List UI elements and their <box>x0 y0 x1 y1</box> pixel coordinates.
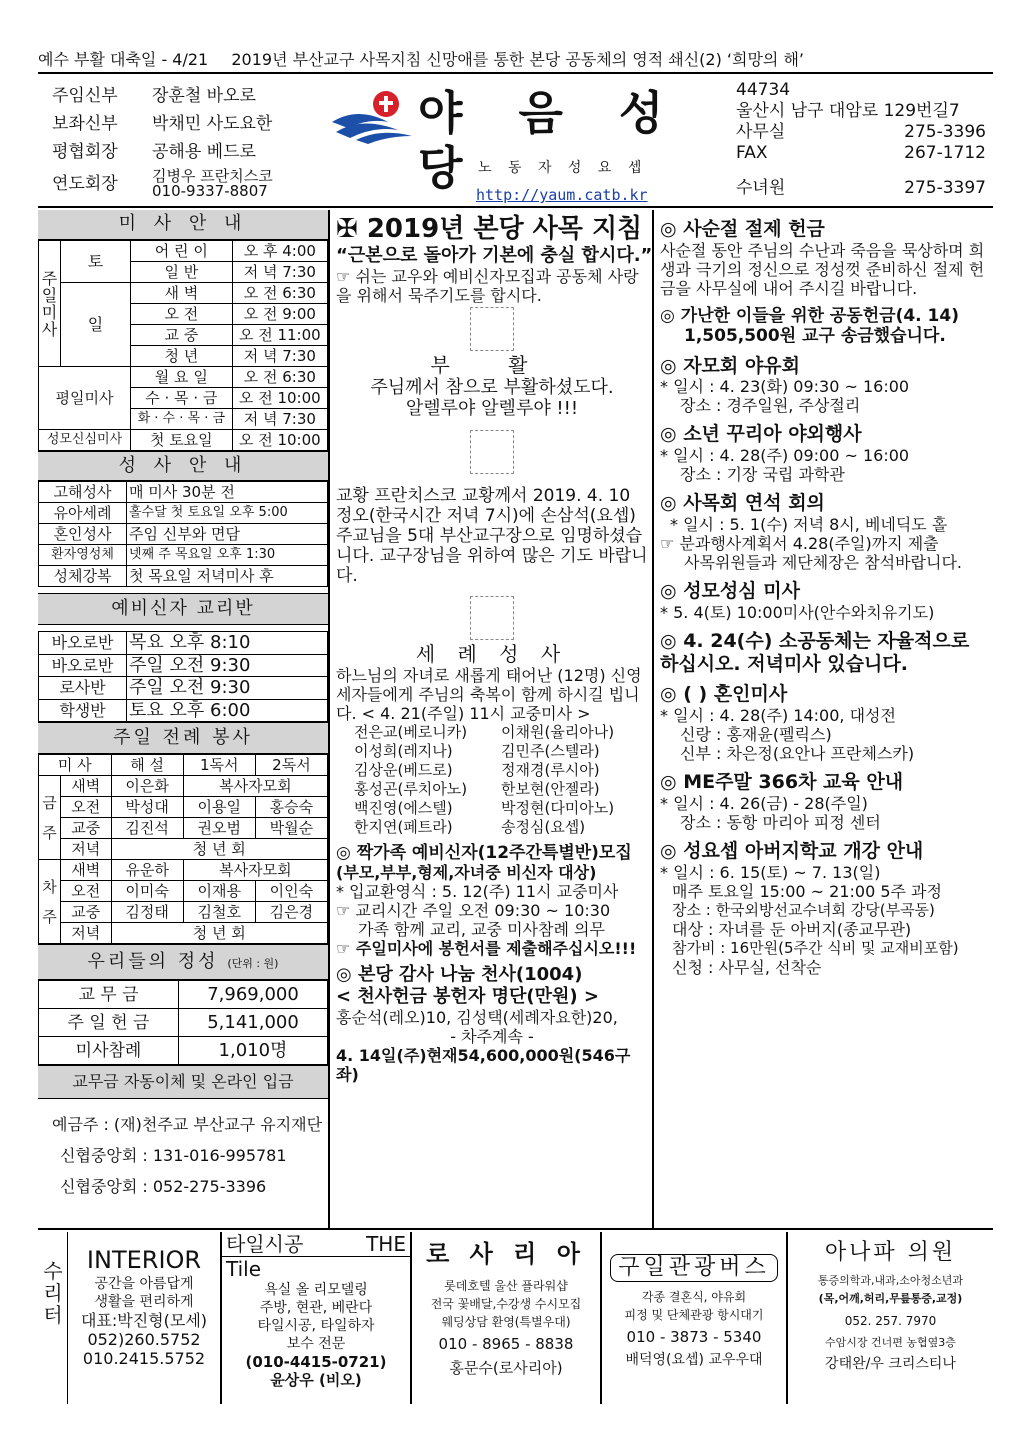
mass-name: 수 · 목 · 금 <box>131 388 233 409</box>
service-mass: 오전 <box>61 881 112 902</box>
offering-name: 교 무 금 <box>39 981 179 1009</box>
ad-line: 롯데호텔 울산 플라워샵 <box>444 1278 568 1293</box>
staff-role: 주임신부 <box>52 85 118 106</box>
boys-line: * 일시 : 4. 28(주) 09:00 ~ 16:00 <box>660 446 910 466</box>
ad-line: 홍문수(로사리아) <box>449 1358 563 1377</box>
ad-line: 수암시장 건너편 농협옆3층 <box>825 1336 956 1350</box>
staff-role: 평협회장 <box>52 141 118 162</box>
mass-name: 오 전 <box>131 304 233 325</box>
ad-title: 구일관광버스 <box>610 1254 778 1282</box>
me-section <box>656 771 993 832</box>
wedding-title: ◎ ( ) 혼인미사 <box>660 683 788 706</box>
mothers-line: * 일시 : 4. 23(화) 09:30 ~ 16:00 <box>660 377 910 397</box>
family-line: ☞ 교리시간 주일 오전 09:30 ~ 10:30 <box>336 901 611 921</box>
class-time: 주일 오전 9:30 <box>127 677 328 700</box>
convent-line <box>736 178 986 199</box>
sacrament-row <box>39 524 328 545</box>
offering-name: 미사참례 <box>39 1037 179 1065</box>
service-title: 주일 전례 봉사 <box>38 722 328 754</box>
staff-name-block <box>152 169 302 199</box>
small-community-section <box>656 630 993 676</box>
mass-name: 새 벽 <box>131 283 233 304</box>
father-school-line: 매주 토요일 15:00 ~ 21:00 5주 과정 <box>672 881 942 901</box>
service-mass: 교중 <box>61 818 112 839</box>
service-mass: 교중 <box>61 902 112 923</box>
mass-row <box>39 241 328 262</box>
weekday-row <box>39 367 328 388</box>
list-item: 한보현(안젤라) <box>501 779 600 798</box>
service-reader: 김은경 <box>255 902 327 923</box>
small-community-text: ◎ 4. 24(수) 소공동체는 자율적으로 하십시오. 저녁미사 있습니다. <box>660 629 970 675</box>
list-item: 김상운(베드로) <box>354 760 453 779</box>
sacrament-info: 홀수달 첫 토요일 오후 5:00 <box>127 503 328 524</box>
service-group: 청 년 회 <box>111 923 327 944</box>
zip: 44734 <box>736 80 791 100</box>
ads-strip <box>38 1232 993 1404</box>
ad-line: 대표:박진형(모세) <box>80 1310 208 1330</box>
staff-row <box>52 166 302 202</box>
list-item: 박정현(다미아노) <box>501 798 615 817</box>
sacrament-name: 성체강복 <box>39 566 127 587</box>
offering-unit: (단위 : 원) <box>227 957 279 971</box>
staff-row <box>52 138 302 166</box>
service-head: 미 사 <box>39 755 112 776</box>
main-content <box>38 210 993 1230</box>
list-item: 이성희(레지나) <box>354 741 453 760</box>
catechumen-row <box>39 632 328 655</box>
pastoral-guide-title: 2019년 본당 사목 지침 <box>366 214 643 244</box>
wedding-section <box>656 683 993 763</box>
lent-text: 사순절 동안 주님의 수난과 죽음을 묵상하며 희생과 극기의 정신으로 정성껏 준비하신 절제 헌금을 사무실에 내어 주시길 바랍니다. <box>660 240 985 298</box>
sacrament-name: 유아세례 <box>39 503 127 524</box>
list-item: 이채원(율리아나) <box>501 722 615 741</box>
list-item: 홍성곤(루치아노) <box>354 779 468 798</box>
list-item: 김민주(스텔라) <box>501 741 600 760</box>
marian-section <box>656 580 993 622</box>
top-line <box>38 50 993 69</box>
service-row <box>39 797 328 818</box>
sacrament-name: 혼인성사 <box>39 524 127 545</box>
ad-bus <box>602 1232 788 1404</box>
pastoral-council-line: ☞ 분과행사계획서 4.28(주일)까지 제출 <box>660 533 939 553</box>
office-line <box>736 122 986 143</box>
mass-time: 오 전 11:00 <box>232 325 327 346</box>
father-school-title: ◎ 성요셉 아버지학교 개강 안내 <box>660 839 924 862</box>
family-line: * 입교환영식 : 5. 12(주) 11시 교중미사 <box>336 882 619 902</box>
ad-line: 보수 전문 <box>286 1336 346 1352</box>
mass-time: 저 녁 7:30 <box>232 346 327 367</box>
me-line: * 일시 : 4. 26(금) - 28(주일) <box>660 793 868 813</box>
mass-time: 오 후 4:00 <box>232 241 327 262</box>
mass-time: 저 녁 7:30 <box>232 262 327 283</box>
bank-account: 신협중앙회 : 052-275-3396 <box>60 1177 267 1197</box>
list-item: 전은교(베로니카) <box>354 722 468 741</box>
address-line <box>736 101 986 122</box>
father-school-line: 신청 : 사무실, 선착순 <box>672 957 822 977</box>
mothers-section <box>656 355 993 416</box>
easter-title: 부 활 <box>430 352 554 377</box>
catechumen-table <box>38 631 328 722</box>
service-row <box>39 881 328 902</box>
staff-list <box>52 82 302 202</box>
pope-announcement: 교황 프란치스코 교황께서 2019. 4. 10 정오(한국시간 저녁 7시)에 손삼석(요셉)주교님을 5대 부산교구장으로 임명하셨습니다. 교구장님을 위하여 많은 기도 바랍니다. <box>336 485 648 586</box>
cross-icon: ✠ <box>336 214 367 244</box>
devotion-row <box>39 430 328 451</box>
catechumen-title: 예비신자 교리반 <box>38 593 328 625</box>
lent-section <box>656 210 993 298</box>
service-commentator: 이은화 <box>111 776 183 797</box>
angel-title: ◎ 본당 감사 나눔 천사(1004) <box>336 964 583 986</box>
easter-line: 주님께서 참으로 부활하셨도다. <box>370 376 614 398</box>
right-column <box>656 210 993 1230</box>
pastoral-guide-quote: “근본으로 돌아가 기본에 충실 합시다.” <box>336 245 653 267</box>
offering-amount: 1,010명 <box>179 1037 328 1065</box>
pastoral-council-line: 사목위원들과 제단체장은 참석바랍니다. <box>684 552 963 572</box>
bank-info <box>38 1099 328 1202</box>
week-label: 차주 <box>39 860 61 944</box>
mass-time: 오 전 10:00 <box>232 388 327 409</box>
catechumen-row <box>39 654 328 677</box>
fax-number: 267-1712 <box>904 143 986 163</box>
weekday-mass-label: 평일미사 <box>39 367 131 430</box>
class-name: 바오로반 <box>39 654 127 677</box>
family-subtitle: (부모,부부,형제,자녀중 비신자 대상) <box>336 863 597 883</box>
sacrament-row <box>39 566 328 587</box>
service-reader: 권오범 <box>183 818 255 839</box>
service-reader: 김철호 <box>183 902 255 923</box>
office-label: 사무실 <box>736 122 786 142</box>
parish-name: 야 음 성 당 <box>418 86 684 196</box>
me-title: ◎ ME주말 366차 교육 안내 <box>660 771 904 794</box>
catechumen-row <box>39 699 328 722</box>
fax-line <box>736 143 986 164</box>
staff-phone: 010-9337-8807 <box>152 182 268 200</box>
ad-phone: 010 - 3873 - 5340 <box>626 1328 762 1347</box>
marian-line: * 5. 4(토) 10:00미사(안수와치유기도) <box>660 602 935 622</box>
sacrament-guide-title: 성 사 안 내 <box>38 451 328 481</box>
ad-line: 윤상우 (비오) <box>270 1371 362 1389</box>
ad-phone: 052. 257. 7970 <box>844 1314 937 1329</box>
list-item: 정재경(루시아) <box>501 760 600 779</box>
pastoral-council-line: * 일시 : 5. 1(수) 저녁 8시, 베네딕도 홀 <box>670 514 948 534</box>
center-column <box>332 210 654 1230</box>
mass-name: 교 중 <box>131 325 233 346</box>
offering-table <box>38 980 328 1065</box>
service-commentator: 이미숙 <box>111 881 183 902</box>
ad-line: 욕실 올 리모델링 <box>264 1282 368 1298</box>
ad-line: 타일시공, 타일하자 <box>257 1318 375 1334</box>
family-line: 가족 함께 교리, 교중 미사참례 의무 <box>358 920 605 940</box>
ad-line: 공간을 아름답게 <box>94 1275 194 1292</box>
mass-time: 저 녁 7:30 <box>232 409 327 430</box>
ad-phone: 052)260.5752 <box>87 1329 201 1349</box>
mass-name: 청 년 <box>131 346 233 367</box>
sunday-mass-label: 주일미사 <box>39 241 61 367</box>
staff-name: 공해용 베드로 <box>152 141 256 162</box>
sacrament-row <box>39 503 328 524</box>
service-head-row <box>39 755 328 776</box>
mass-time: 오 전 10:00 <box>232 430 327 451</box>
baptism-text: 하느님의 자녀로 새롭게 태어난 (12명) 신영세자들에게 주님의 축복이 함께 하시길 빕니다. < 4. 21(주일) 11시 교중미사 > <box>336 665 642 723</box>
service-row <box>39 860 328 881</box>
ad-tile <box>222 1232 412 1404</box>
service-head: 해 설 <box>111 755 183 776</box>
office-phone: 275-3396 <box>904 122 986 142</box>
ad-phone: 010.2415.5752 <box>82 1349 206 1369</box>
zip-line <box>736 80 986 101</box>
service-commentator: 김정태 <box>111 902 183 923</box>
sacrament-name: 환자영성체 <box>39 545 127 566</box>
offering-name: 주 일 헌 금 <box>39 1009 179 1037</box>
mass-name: 첫 토요일 <box>131 430 233 451</box>
pastoral-guide-heading <box>336 214 648 245</box>
offering-row <box>39 1037 328 1065</box>
image-placeholder <box>470 430 514 474</box>
ad-interior <box>68 1232 222 1404</box>
ad-line: 강태완/우 크리스티나 <box>825 1356 956 1373</box>
ad-line: 배덕영(요셉) 교우우대 <box>625 1352 763 1369</box>
fax-label: FAX <box>736 143 768 163</box>
offering-title-bar <box>38 944 328 980</box>
ad-title: 타일시공 <box>226 1232 304 1256</box>
boys-section <box>656 423 993 484</box>
auto-transfer-title: 교무금 자동이체 및 온라인 입금 <box>38 1065 328 1099</box>
easter-line: 알렐루야 알렐루야 !!! <box>405 398 579 420</box>
baptized-list <box>336 723 648 837</box>
sacrament-table <box>38 481 328 587</box>
boys-title: ◎ 소년 꾸리아 야외행사 <box>660 423 862 446</box>
offering-amount: 5,141,000 <box>179 1009 328 1037</box>
angel-subtitle: < 천사헌금 봉헌자 명단(만원) > <box>336 985 599 1007</box>
service-mass: 오전 <box>61 797 112 818</box>
service-mass: 저녁 <box>61 839 112 860</box>
list-item: 한지연(페트라) <box>354 817 453 836</box>
marian-title: ◎ 성모성심 미사 <box>660 579 800 602</box>
sacrament-row <box>39 545 328 566</box>
poor-offering-section <box>656 306 993 347</box>
wedding-line: 신랑 : 홍재윤(펠릭스) <box>680 725 832 745</box>
ad-line: 각종 결혼식, 야유회 <box>641 1290 747 1305</box>
poor-offering-text: 1,505,500원 교구 송금했습니다. <box>684 326 946 347</box>
wedding-line: 신부 : 차은정(요안나 프란체스카) <box>680 744 915 764</box>
mass-time: 오 전 9:00 <box>232 304 327 325</box>
convent-label: 수녀원 <box>736 178 786 198</box>
ad-title: 로 사 리 아 <box>426 1240 586 1268</box>
sacrament-name: 고해성사 <box>39 482 127 503</box>
wedding-line: * 일시 : 4. 28(주) 14:00, 대성전 <box>660 706 896 726</box>
class-name: 바오로반 <box>39 632 127 655</box>
pastoral-guide-text: ☞ 쉬는 교우와 예비신자모집과 공동체 사랑을 위해서 묵주기도를 합시다. <box>336 266 639 305</box>
me-line: 장소 : 동항 마리아 피정 센터 <box>680 812 881 832</box>
devotion-mass-label: 성모신심미사 <box>39 430 131 451</box>
mothers-title: ◎ 자모회 야유회 <box>660 354 800 377</box>
easter-section <box>332 353 652 420</box>
top-line-date: 예수 부활 대축일 - 4/21 <box>38 50 209 69</box>
father-school-line: 장소 : 한국외방선교수녀회 강당(부곡동) <box>672 900 935 919</box>
mass-name: 화 · 수 · 목 · 금 <box>131 409 233 430</box>
list-item: 송정심(요셉) <box>501 817 586 836</box>
father-school-line: 대상 : 자녀를 둔 아버지(종교무관) <box>672 919 912 939</box>
sacrament-info: 첫 목요일 저녁미사 후 <box>127 566 328 587</box>
header <box>38 72 993 208</box>
convent-phone: 275-3397 <box>904 178 986 198</box>
ad-line: (목,어깨,허리,무릎통증,교정) <box>818 1292 963 1306</box>
sacrament-info: 매 미사 30분 전 <box>127 482 328 503</box>
family-title: ◎ 짝가족 예비신자(12주간특별반)모집 <box>336 842 632 863</box>
staff-name: 박채민 사도요한 <box>152 113 273 134</box>
service-mass: 저녁 <box>61 923 112 944</box>
left-column <box>38 210 330 1230</box>
image-placeholder <box>470 307 514 351</box>
angel-total: 4. 14일(주)현재54,600,000원(546구좌) <box>336 1045 631 1084</box>
family-line: ☞ 주일미사에 봉헌서를 제출해주십시오!!! <box>336 939 637 959</box>
offering-row <box>39 1009 328 1037</box>
mass-name: 일 반 <box>131 262 233 283</box>
staff-name: 장훈철 바오로 <box>152 85 256 106</box>
offering-row <box>39 981 328 1009</box>
bank-account: 신협중앙회 : 131-016-995781 <box>60 1146 287 1166</box>
mass-guide-title: 미 사 안 내 <box>38 210 328 240</box>
mass-time: 오 전 6:30 <box>232 367 327 388</box>
ad-line: 웨딩상담 환영(특별우대) <box>441 1314 571 1329</box>
staff-row <box>52 110 302 138</box>
mothers-line: 장소 : 경주일원, 주상절리 <box>680 396 861 416</box>
service-row <box>39 818 328 839</box>
service-commentator: 박성대 <box>111 797 183 818</box>
service-row <box>39 839 328 860</box>
offering-amount: 7,969,000 <box>179 981 328 1009</box>
service-reader: 이재용 <box>183 881 255 902</box>
offering-title: 우리들의 정성 <box>87 951 219 973</box>
ad-line: 통증의학과,내과,소아청소년과 <box>817 1274 964 1288</box>
service-reader: 복사자모회 <box>183 776 327 797</box>
father-school-line: * 일시 : 6. 15(토) ~ 7. 13(일) <box>660 862 881 882</box>
angel-line: - 차주계속 - <box>450 1026 534 1046</box>
sacrament-info: 주임 신부와 면담 <box>127 524 328 545</box>
class-time: 목요 오후 8:10 <box>127 632 328 655</box>
image-placeholder <box>470 596 514 640</box>
class-name: 로사반 <box>39 677 127 700</box>
angel-section <box>332 964 652 1083</box>
mass-row <box>39 283 328 304</box>
service-mass: 새벽 <box>61 860 112 881</box>
address: 울산시 남구 대암로 129번길7 <box>736 101 960 121</box>
baptism-section <box>332 642 652 837</box>
service-group: 청 년 회 <box>111 839 327 860</box>
week-label: 금주 <box>39 776 61 860</box>
account-holder: 예금주 : (재)천주교 부산교구 유지재단 <box>52 1115 323 1135</box>
service-head: 2독서 <box>255 755 327 776</box>
service-row <box>39 776 328 797</box>
class-time: 주일 오전 9:30 <box>127 654 328 677</box>
parish-url-link[interactable]: http://yaum.catb.kr <box>476 186 648 204</box>
father-school-section <box>656 840 993 977</box>
mass-table <box>38 240 328 451</box>
mass-name: 월 요 일 <box>131 367 233 388</box>
parish-patron: 노 동 자 성 요 셉 <box>478 160 648 176</box>
ad-line: 피정 및 단체관광 항시대기 <box>624 1308 764 1323</box>
pastoral-council-section <box>656 492 993 572</box>
ad-line: 생활을 편리하게 <box>94 1293 194 1310</box>
family-section <box>332 843 652 958</box>
ad-tile-header <box>222 1232 410 1257</box>
parish-emblem-icon <box>328 88 418 144</box>
service-head: 1독서 <box>183 755 255 776</box>
sacrament-row <box>39 482 328 503</box>
ad-phone: (010-4415-0721) <box>245 1353 387 1371</box>
sacrament-info: 넷째 주 목요일 오후 1:30 <box>127 545 328 566</box>
ad-clinic <box>788 1232 993 1404</box>
ad-title: 아나파 의원 <box>824 1240 957 1265</box>
boys-line: 장소 : 기장 국립 과학관 <box>680 465 845 485</box>
staff-role: 연도회장 <box>52 173 118 194</box>
staff-role: 보좌신부 <box>52 113 118 134</box>
ad-side-label: 수리터 <box>43 1259 63 1327</box>
service-row <box>39 923 328 944</box>
ad-title: INTERIOR <box>86 1246 202 1274</box>
ad-title: Tile <box>226 1257 262 1281</box>
staff-name: 김병우 프란치스코 <box>152 167 273 185</box>
lent-title: ◎ 사순절 절제 헌금 <box>660 218 825 240</box>
class-time: 토요 오후 6:00 <box>127 699 328 722</box>
ad-line: 주방, 현관, 베란다 <box>259 1300 373 1316</box>
staff-row <box>52 82 302 110</box>
pastoral-council-title: ◎ 사목회 연석 회의 <box>660 492 825 515</box>
service-reader: 홍승숙 <box>255 797 327 818</box>
service-commentator: 유운하 <box>111 860 183 881</box>
ad-title: THE <box>366 1232 406 1256</box>
top-line-theme: 2019년 부산교구 사목지침 신망애를 통한 본당 공동체의 영적 쇄신(2) ‘희망의 해’ <box>231 50 804 69</box>
baptism-title: 세 례 성 사 <box>415 641 569 666</box>
service-reader: 이용일 <box>183 797 255 818</box>
service-row <box>39 902 328 923</box>
mass-time: 오 전 6:30 <box>232 283 327 304</box>
ad-interior-side <box>38 1232 68 1404</box>
service-commentator: 김진석 <box>111 818 183 839</box>
parish-logo <box>328 82 688 202</box>
mass-name: 어 린 이 <box>131 241 233 262</box>
contact-info <box>736 80 986 199</box>
father-school-line: 참가비 : 16만원(5주간 식비 및 교재비포함) <box>672 938 959 957</box>
service-reader: 박월순 <box>255 818 327 839</box>
list-item: 백진영(에스텔) <box>354 798 453 817</box>
ad-line: 전국 꽃배달,수강생 수시모집 <box>430 1296 582 1311</box>
sunday-label: 일 <box>61 283 131 367</box>
service-mass: 새벽 <box>61 776 112 797</box>
catechumen-row <box>39 677 328 700</box>
pastoral-guide-section <box>332 210 652 305</box>
angel-line: 홍순석(레오)10, 김성택(세례자요한)20, <box>336 1007 618 1027</box>
class-name: 학생반 <box>39 699 127 722</box>
pope-section <box>332 486 652 586</box>
service-reader: 복사자모회 <box>183 860 327 881</box>
poor-offering-title: ◎ 가난한 이들을 위한 공동헌금(4. 14) <box>660 305 959 326</box>
ad-rosaria <box>412 1232 602 1404</box>
service-table <box>38 754 328 944</box>
ad-phone: 010 - 8965 - 8838 <box>438 1334 574 1353</box>
service-reader: 이인숙 <box>255 881 327 902</box>
saturday-label: 토 <box>61 241 131 283</box>
